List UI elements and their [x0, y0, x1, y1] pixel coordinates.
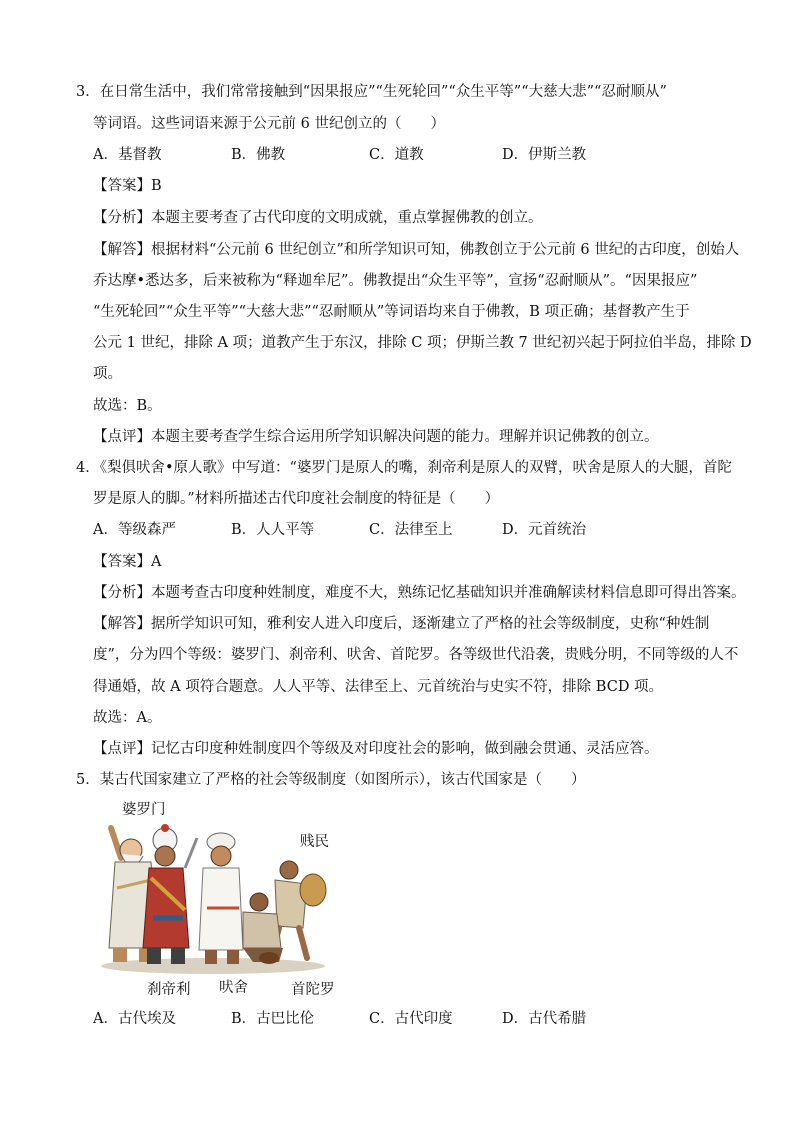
- kshatriya-figure: [143, 824, 197, 964]
- q3-option-b: B．佛教: [231, 147, 286, 163]
- q4-option-d: D．元首统治: [502, 522, 587, 538]
- caste-figure-illustration: [93, 798, 343, 998]
- q4-option-a: A．等级森严: [93, 522, 176, 538]
- q4-answer: 【答案】A: [93, 554, 162, 570]
- q4-option-b: B．人人平等: [231, 522, 315, 538]
- vaishya-figure: [199, 833, 243, 964]
- q4-comment: 【点评】记忆古印度种姓制度四个等级及对印度社会的影响，做到融会贯通、灵活应答。: [93, 741, 659, 757]
- q3-option-a: A．基督教: [93, 147, 162, 163]
- q3-stem-line1: 3．在日常生活中，我们常常接触到“因果报应”“生死轮回”“众生平等”“大慈大悲”“忍耐顺从”: [76, 84, 667, 100]
- q3-answer: 【答案】B: [93, 178, 162, 194]
- caste-figure: [93, 798, 343, 998]
- label-shudra: 首陀罗: [291, 982, 335, 998]
- q3-solution-line4: 公元 1 世纪，排除 A 项；道教产生于东汉，排除 C 项；伊斯兰教 7 世纪初兴起于阿拉伯半岛，排除 D: [93, 335, 752, 351]
- q4-choice: 故选：A。: [93, 710, 162, 726]
- label-kshatriya: 刹帝利: [147, 982, 191, 998]
- q4-solution-line2: 度”，分为四个等级：婆罗门、刹帝利、吠舍、首陀罗。各等级世代沿袭，贵贱分明，不同等级的人不: [93, 647, 739, 663]
- q4-analysis: 【分析】本题考查古印度种姓制度，难度不大，熟练记忆基础知识并准确解读材料信息即可得出答案。: [93, 585, 746, 601]
- q3-option-c: C．道教: [369, 147, 424, 163]
- q3-solution-line5: 项。: [93, 366, 122, 382]
- q3-choice: 故选：B。: [93, 398, 162, 414]
- q5-option-d: D．古代希腊: [502, 1011, 587, 1027]
- label-untouchable: 贱民: [300, 834, 329, 850]
- q5-option-c: C．古代印度: [369, 1011, 453, 1027]
- q4-stem-line1: 4．《梨俱吠舍•原人歌》中写道：“婆罗门是原人的嘴，刹帝利是原人的双臂，吠舍是原人的大腿，首陀: [76, 460, 732, 476]
- q4-option-c: C．法律至上: [369, 522, 453, 538]
- q3-stem-line2: 等词语。这些词语来源于公元前 6 世纪创立的（ ）: [93, 116, 445, 132]
- q3-option-d: D．伊斯兰教: [502, 147, 587, 163]
- q4-stem-line2: 罗是原人的脚。”材料所描述古代印度社会制度的特征是（ ）: [93, 491, 500, 507]
- q5-option-b: B．古巴比伦: [231, 1011, 315, 1027]
- label-vaishya: 吠舍: [219, 980, 248, 996]
- q4-solution-line3: 得通婚，故 A 项符合题意。人人平等、法律至上、元首统治与史实不符，排除 BCD 项。: [93, 679, 664, 695]
- q5-stem: 5．某古代国家建立了严格的社会等级制度（如图所示），该古代国家是（ ）: [76, 772, 586, 788]
- q5-option-a: A．古代埃及: [93, 1011, 176, 1027]
- label-brahmin: 婆罗门: [122, 802, 166, 818]
- q3-analysis: 【分析】本题主要考查了古代印度的文明成就，重点掌握佛教的创立。: [93, 210, 543, 226]
- q3-solution-line1: 【解答】根据材料“公元前 6 世纪创立”和所学知识可知，佛教创立于公元前 6 世纪的古印度，创始人: [93, 242, 740, 258]
- q3-comment: 【点评】本题主要考查学生综合运用所学知识解决问题的能力。理解并识记佛教的创立。: [93, 429, 659, 445]
- q4-solution-line1: 【解答】据所学知识可知，雅利安人进入印度后，逐渐建立了严格的社会等级制度，史称“种姓制: [93, 616, 710, 632]
- q3-solution-line2: 乔达摩•悉达多，后来被称为“释迦牟尼”。佛教提出“众生平等”，宣扬“忍耐顺从”。“因果报应”: [93, 273, 698, 289]
- q3-solution-line3: “生死轮回”“众生平等”“大慈大悲”“忍耐顺从”等词语均来自于佛教，B 项正确；基督教产生于: [93, 304, 690, 320]
